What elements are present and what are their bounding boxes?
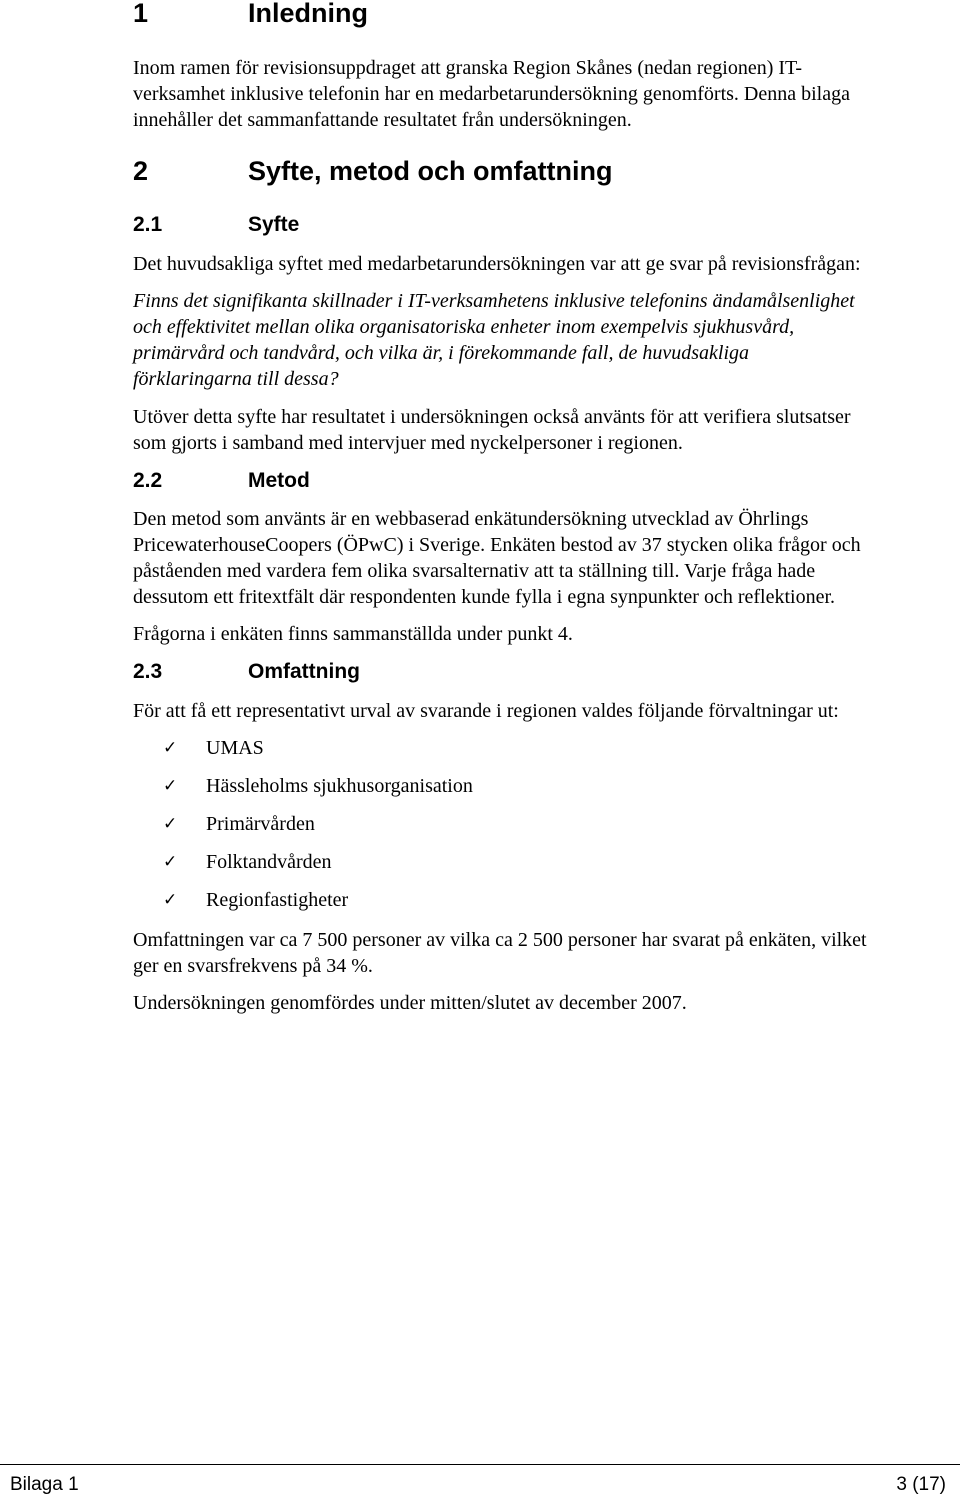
heading-title: Inledning xyxy=(248,0,368,28)
revision-question xyxy=(133,288,958,392)
method-note xyxy=(133,621,958,647)
paragraph-line: och effektivitet mellan olika organisatoriska enheter inom exempelvis sjukhusvård, xyxy=(133,316,795,338)
heading-title: Omfattning xyxy=(248,660,360,683)
scope-paragraph xyxy=(133,927,958,979)
list-item-label: UMAS xyxy=(206,737,264,759)
paragraph-line: ger en svarsfrekvens på 34 %. xyxy=(133,955,373,977)
paragraph-line: som gjorts i samband med intervjuer med nyckelpersoner i regionen. xyxy=(133,432,683,454)
paragraph-line: Utöver detta syfte har resultatet i undersökningen också använts för att verifiera slutsatser xyxy=(133,406,851,428)
checkmark-icon: ✓ xyxy=(163,890,178,910)
heading-number: 2.3 xyxy=(133,660,163,683)
heading-number: 1 xyxy=(133,0,149,28)
paragraph-line: påståenden med vardera fem olika svarsalternativ att ta ställning till. Varje fråga hade xyxy=(133,560,816,582)
paragraph-line: Inom ramen för revisionsuppdraget att granska Region Skånes (nedan regionen) IT- xyxy=(133,57,803,79)
heading-title: Syfte, metod och omfattning xyxy=(248,156,613,186)
paragraph-line: innehåller det sammanfattande resultatet från undersökningen. xyxy=(133,109,632,131)
list-item-label: Regionfastigheter xyxy=(206,889,349,911)
paragraph-line: primärvård och tandvård, och vilka är, i förekommande fall, de huvudsakliga xyxy=(133,342,750,364)
paragraph-line: Den metod som använts är en webbaserad enkätundersökning utvecklad av Öhrlings xyxy=(133,508,809,530)
footer-appendix-label: Bilaga 1 xyxy=(10,1474,79,1495)
checkmark-icon: ✓ xyxy=(163,814,178,834)
list-item-label: Folktandvården xyxy=(206,851,332,873)
paragraph-line: dessutom ett fritextfält där respondenten kunde fylla i egna synpunkter och reflektioner. xyxy=(133,586,836,608)
paragraph-line: verksamhet inklusive telefonin har en medarbetarundersökning genomförts. Denna bilaga xyxy=(133,83,850,105)
list-item-label: Hässleholms sjukhusorganisation xyxy=(206,775,473,797)
intro-paragraph xyxy=(133,55,958,133)
purpose-followup xyxy=(133,404,958,456)
paragraph-line: Omfattningen var ca 7 500 personer av vilka ca 2 500 personer har svarat på enkäten, vilket xyxy=(133,929,867,951)
footer-divider xyxy=(0,1464,960,1465)
timing-paragraph xyxy=(133,990,958,1016)
checkmark-icon: ✓ xyxy=(163,776,178,796)
checkmark-icon: ✓ xyxy=(163,852,178,872)
paragraph-line: Frågorna i enkäten finns sammanställda under punkt 4. xyxy=(133,623,573,645)
paragraph-line: förklaringarna till dessa? xyxy=(133,368,339,390)
heading-title: Syfte xyxy=(248,213,300,236)
heading-number: 2.2 xyxy=(133,469,163,492)
paragraph-line: PricewaterhouseCoopers (ÖPwC) i Sverige. Enkäten bestod av 37 stycken olika frågor och xyxy=(133,534,861,556)
paragraph-line: Det huvudsakliga syftet med medarbetarundersökningen var att ge svar på revisionsfrågan: xyxy=(133,253,861,275)
paragraph-line: För att få ett representativt urval av svarande i regionen valdes följande förvaltningar ut: xyxy=(133,700,839,722)
heading-number: 2.1 xyxy=(133,213,163,236)
scope-intro xyxy=(133,698,958,724)
checkmark-icon: ✓ xyxy=(163,738,178,758)
purpose-intro xyxy=(133,251,958,277)
method-paragraph xyxy=(133,506,958,610)
paragraph-line: Undersökningen genomfördes under mitten/slutet av december 2007. xyxy=(133,992,687,1014)
paragraph-line: Finns det signifikanta skillnader i IT-verksamhetens inklusive telefonins ändamålsenlighet xyxy=(133,290,855,312)
footer-page-number: 3 (17) xyxy=(896,1474,946,1495)
heading-number: 2 xyxy=(133,156,149,186)
list-item-label: Primärvården xyxy=(206,813,315,835)
heading-title: Metod xyxy=(248,469,310,492)
